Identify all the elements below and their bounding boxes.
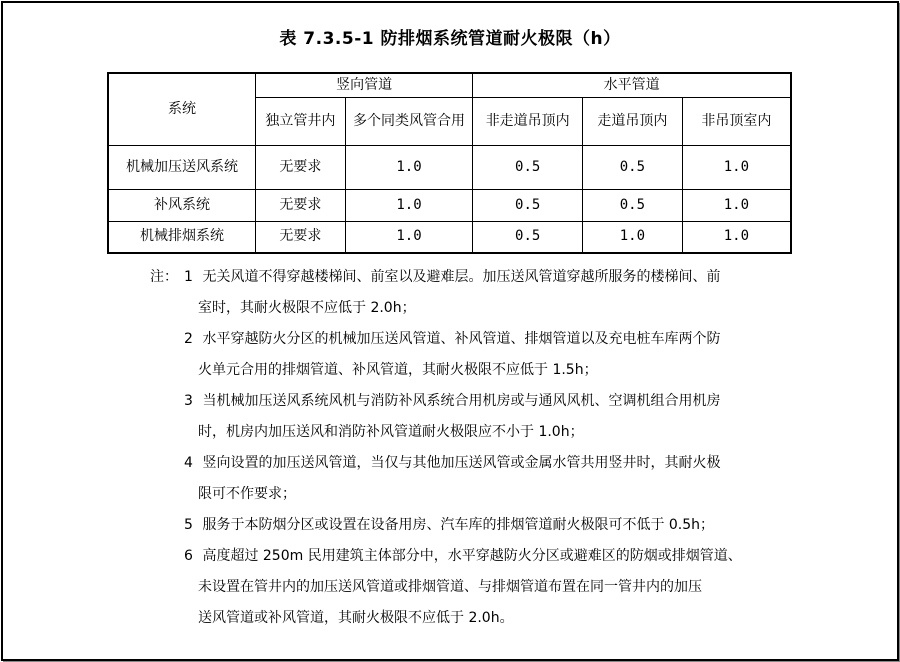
note-number: 4 — [184, 455, 193, 471]
table-row — [108, 145, 791, 189]
table-row — [108, 221, 791, 253]
subheader-independent-shaft: 独立管井内 — [256, 97, 346, 145]
row-system-name: 补风系统 — [108, 189, 256, 221]
subheader-shared-duct: 多个同类风管合用 — [345, 97, 473, 145]
note-text: 送风管道或补风管道，其耐火极限不应低于 2.0h。 — [198, 610, 514, 626]
cell-value: 无要求 — [256, 221, 346, 253]
cell-value: 0.5 — [473, 221, 583, 253]
cell-value: 无要求 — [256, 145, 346, 189]
table-notes — [150, 262, 810, 634]
note-number: 2 — [184, 331, 193, 347]
note-text: 无关风道不得穿越楼梯间、前室以及避难层。加压送风管道穿越所服务的楼梯间、前 — [202, 269, 721, 285]
note-text: 高度超过 250m 民用建筑主体部分中，水平穿越防火分区或避难区的防烟或排烟管道、 — [202, 548, 742, 564]
header-vertical-ducts: 竖向管道 — [256, 73, 473, 97]
cell-value: 1.0 — [345, 189, 473, 221]
note-text: 水平穿越防火分区的机械加压送风管道、补风管道、排烟管道以及充电桩车库两个防 — [202, 331, 721, 347]
cell-value: 1.0 — [345, 145, 473, 189]
note-item-3 — [150, 386, 810, 448]
fire-resistance-table — [107, 72, 792, 254]
cell-value: 1.0 — [583, 221, 683, 253]
cell-value: 1.0 — [682, 145, 791, 189]
subheader-no-ceiling-room: 非吊顶室内 — [682, 97, 791, 145]
note-text: 火单元合用的排烟管道、补风管道，其耐火极限不应低于 1.5h； — [198, 362, 598, 378]
note-text: 服务于本防烟分区或设置在设备用房、汽车库的排烟管道耐火极限可不低于 0.5h； — [202, 517, 715, 533]
note-item-1 — [150, 262, 810, 324]
table-row — [108, 189, 791, 221]
note-text: 竖向设置的加压送风管道，当仅与其他加压送风管或金属水管共用竖井时，其耐火极 — [202, 455, 721, 471]
note-text: 未设置在管井内的加压送风管道或排烟管道、与排烟管道布置在同一管井内的加压 — [198, 579, 702, 595]
note-item-2 — [150, 324, 810, 386]
note-number: 5 — [184, 517, 193, 533]
note-number: 3 — [184, 393, 193, 409]
cell-value: 1.0 — [682, 221, 791, 253]
note-text: 室时，其耐火极限不应低于 2.0h； — [198, 300, 416, 316]
cell-value: 1.0 — [682, 189, 791, 221]
header-horizontal-ducts: 水平管道 — [473, 73, 791, 97]
row-system-name: 机械排烟系统 — [108, 221, 256, 253]
cell-value: 0.5 — [583, 145, 683, 189]
cell-value: 1.0 — [345, 221, 473, 253]
note-item-6 — [150, 541, 810, 634]
cell-value: 0.5 — [473, 145, 583, 189]
row-system-name: 机械加压送风系统 — [108, 145, 256, 189]
cell-value: 0.5 — [473, 189, 583, 221]
note-text: 限可不作要求； — [198, 486, 296, 502]
subheader-non-corridor-ceiling: 非走道吊顶内 — [473, 97, 583, 145]
note-text: 时，机房内加压送风和消防补风管道耐火极限应不小于 1.0h； — [198, 424, 584, 440]
note-number: 6 — [184, 548, 193, 564]
cell-value: 0.5 — [583, 189, 683, 221]
cell-value: 无要求 — [256, 189, 346, 221]
note-item-4 — [150, 448, 810, 510]
subheader-corridor-ceiling: 走道吊顶内 — [583, 97, 683, 145]
note-item-5 — [150, 510, 810, 541]
notes-label: 注： — [150, 269, 178, 285]
header-system: 系统 — [108, 73, 256, 145]
note-number: 1 — [184, 269, 193, 285]
note-text: 当机械加压送风系统风机与消防补风系统合用机房或与通风风机、空调机组合用机房 — [202, 393, 721, 409]
table-title: 表 7.3.5-1 防排烟系统管道耐火极限（h） — [279, 29, 621, 49]
